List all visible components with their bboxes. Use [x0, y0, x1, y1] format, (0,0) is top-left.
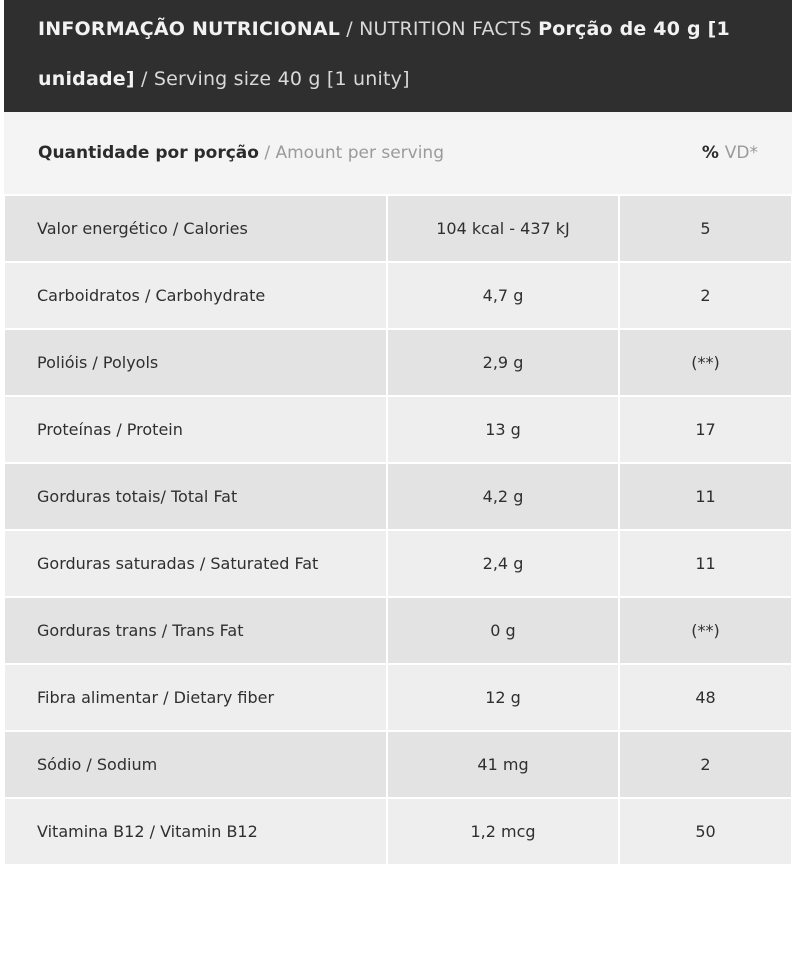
nutrient-daily-value: 2	[620, 263, 791, 328]
table-row	[5, 330, 791, 395]
nutrition-header	[4, 0, 792, 112]
title-separator: /	[340, 18, 360, 40]
serving-pt: Porção de 40 g [1 unidade]	[38, 18, 730, 90]
table-row	[5, 732, 791, 797]
table-row	[5, 531, 791, 596]
table-row	[5, 263, 791, 328]
table-row	[5, 799, 791, 864]
nutrient-amount	[388, 196, 618, 261]
nutrient-name-text: Gorduras saturadas / Saturated Fat	[37, 554, 319, 573]
nutrient-daily-value: 50	[620, 799, 791, 864]
serving-separator: /	[134, 68, 154, 90]
table-subheader	[4, 112, 792, 194]
nutrient-daily-value: (**)	[620, 598, 791, 663]
nutrient-amount: 13 g	[388, 397, 618, 462]
nutrient-name: Gorduras trans / Trans Fat	[5, 598, 386, 663]
nutrient-name: Proteínas / Protein	[5, 397, 386, 462]
nutrient-amount: 4,7 g	[388, 263, 618, 328]
nutrient-amount: 2,9 g	[388, 330, 618, 395]
serving-en: Serving size 40 g [1 unity]	[153, 68, 410, 90]
nutrient-daily-value: 11	[620, 464, 791, 529]
nutrient-daily-value: 17	[620, 397, 791, 462]
nutrient-amount: 0 g	[388, 598, 618, 663]
nutrient-daily-value: 11	[620, 531, 791, 596]
nutrient-name: Valor energético / Calories	[5, 196, 386, 261]
nutrition-table	[3, 194, 793, 866]
amount-label-en: / Amount per serving	[258, 143, 444, 163]
nutrient-daily-value: 48	[620, 665, 791, 730]
nutrient-amount: 12 g	[388, 665, 618, 730]
nutrient-name: Sódio / Sodium	[5, 732, 386, 797]
nutrient-amount: 1,2 mcg	[388, 799, 618, 864]
amount-label-pt: Quantidade por porção	[38, 143, 259, 163]
amount-per-serving	[38, 143, 444, 163]
nutrient-daily-value: 5	[620, 196, 791, 261]
nutrient-amount: 4,2 g	[388, 464, 618, 529]
table-row	[5, 598, 791, 663]
nutrient-name: Carboidratos / Carbohydrate	[5, 263, 386, 328]
nutrient-amount-text: 104 kcal ‑ 437 kJ	[436, 219, 570, 238]
nutrient-name: Polióis / Polyols	[5, 330, 386, 395]
nutrient-daily-value: 2	[620, 732, 791, 797]
table-row	[5, 665, 791, 730]
daily-value-header	[702, 143, 758, 163]
dv-label: VD*	[724, 143, 758, 163]
nutrition-facts-panel	[4, 0, 792, 866]
nutrient-name: Fibra alimentar / Dietary fiber	[5, 665, 386, 730]
title-pt: INFORMAÇÃO NUTRICIONAL	[38, 18, 341, 40]
dv-symbol: %	[701, 143, 725, 163]
nutrient-amount: 41 mg	[388, 732, 618, 797]
nutrient-daily-value: (**)	[620, 330, 791, 395]
nutrient-name	[5, 531, 386, 596]
table-row	[5, 464, 791, 529]
title-en: NUTRITION FACTS	[359, 18, 539, 40]
table-row	[5, 196, 791, 261]
nutrient-name: Vitamina B12 / Vitamin B12	[5, 799, 386, 864]
table-row	[5, 397, 791, 462]
nutrient-amount: 2,4 g	[388, 531, 618, 596]
nutrient-name: Gorduras totais/ Total Fat	[5, 464, 386, 529]
